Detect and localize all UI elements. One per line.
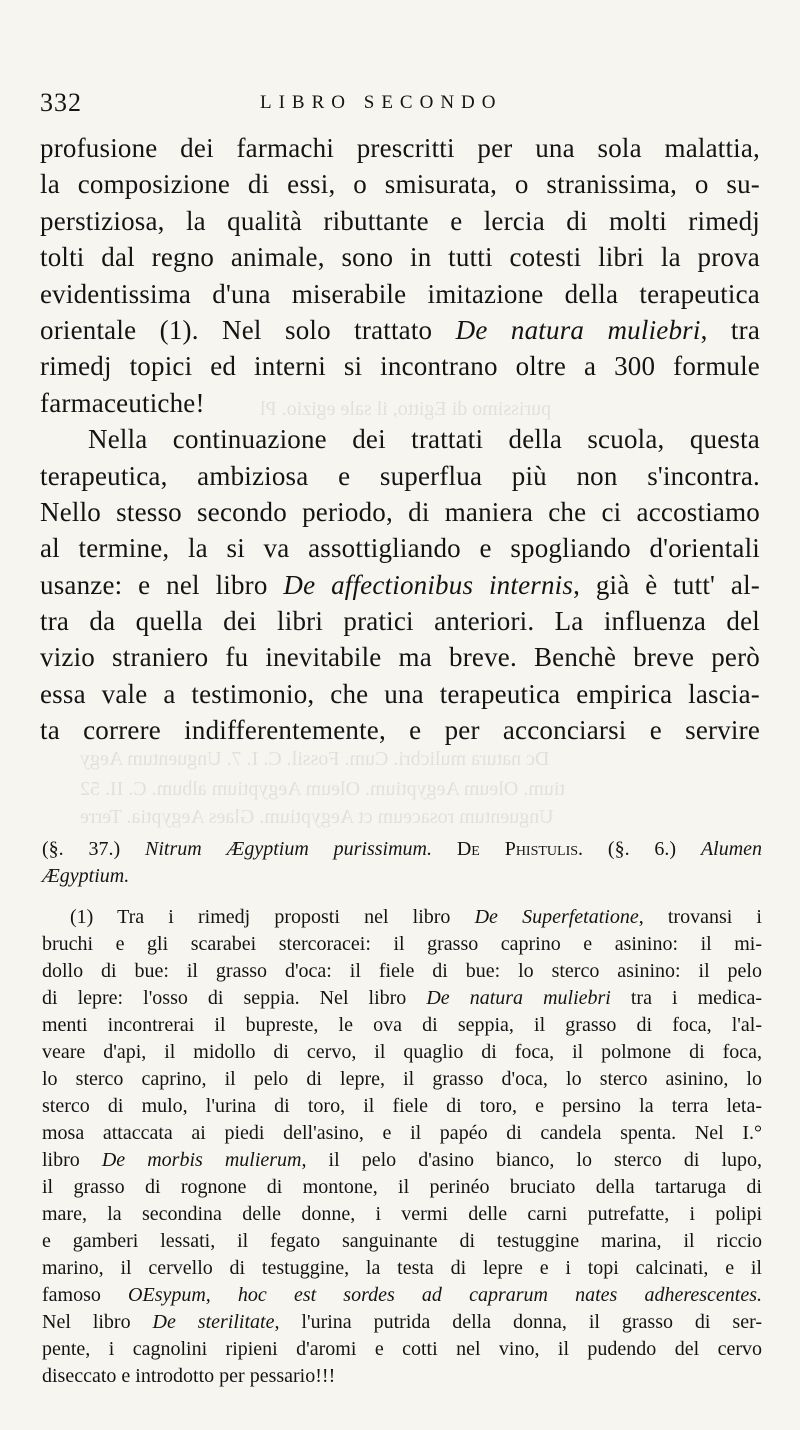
footnote-line: marino, il cervello di testuggine, la testa di lepre e i topi calcinati, e il	[42, 1257, 762, 1279]
text-line: al termine, la si va assottigliando e spogliando d'orientali	[40, 533, 760, 564]
footnote-line	[42, 863, 762, 890]
text-segment: , l'urina putrida della donna, il grasso di ser-	[274, 1311, 762, 1333]
text-line: Nella continuazione dei trattati della scuola, questa	[88, 424, 760, 455]
italic-text: OEsypum, hoc est sordes ad caprarum nates adherescentes.	[128, 1284, 762, 1306]
footnote-line: lo sterco caprino, il pelo di lepre, il grasso d'oca, lo sterco asinino, lo	[42, 1068, 762, 1090]
text-segment: tra i medica-	[630, 987, 762, 1009]
footnote-line	[42, 904, 762, 931]
text-line: essa vale a testimonio, che una terapeutica empirica lascia-	[40, 678, 760, 709]
footnote-line: bruchi e gli scarabei stercoracei: il grasso caprino e asinino: il mi-	[42, 933, 762, 955]
page-number: 332	[40, 88, 82, 117]
footnote-line	[42, 1282, 762, 1309]
footnote-ref: (§. 37.)	[42, 838, 121, 860]
text-line: perstiziosa, la qualità ributtante e lercia di molti rimedj	[40, 205, 760, 236]
text-line: la composizione di essi, o smisurata, o stranissima, o su-	[40, 169, 760, 200]
footnote-ref: (§. 6.)	[607, 838, 677, 860]
text-line: tolti dal regno animale, sono in tutti cotesti libri la prova	[40, 242, 760, 273]
footnote-line: il grasso di rognone di montone, il perinéo bruciato della tartaruga di	[42, 1176, 762, 1198]
footnote-line: diseccato e introdotto per pessario!!!	[42, 1365, 336, 1387]
main-text	[40, 130, 760, 749]
footnote-line: sterco di mulo, l'urina di toro, il fiele di toro, e persino la terra leta-	[42, 1095, 762, 1117]
italic-title: De morbis mulierum	[101, 1149, 302, 1171]
text-line: vizio straniero fu inevitabile ma breve. Benchè breve però	[40, 642, 760, 673]
footnote-line: pente, i cagnolini ripieni d'aromi e cotti nel vino, il pudendo del cervo	[42, 1338, 762, 1360]
text-line	[40, 312, 760, 348]
text-segment: Nel libro	[42, 1311, 131, 1333]
footnote-line: e gamberi lessati, il fegato sanguinante di testuggine marina, il riccio	[42, 1230, 762, 1252]
footnote-line: menti incontrerai il bupreste, le ova di seppia, il grasso di foca, l'al-	[42, 1014, 762, 1036]
footnote-line: veare d'api, il midollo di cervo, il quaglio di foca, il polmone di foca,	[42, 1041, 762, 1063]
bleed-through-text: purissimo di Egitto, il sale egizio. Pl	[260, 398, 552, 420]
text-line: evidentissima d'una miserabile imitazione della terapeutica	[40, 278, 760, 309]
text-segment: , tra	[700, 314, 760, 345]
footnote-line: dollo di bue: il grasso d'oca: il fiele di bue: lo sterco asinino: il pelo	[42, 960, 762, 982]
bleed-through-text: tium. Oleum Aegyptium. Oleum Aegyptium album. C. II. 52	[80, 778, 565, 800]
text-segment: , già è tutt' al-	[573, 569, 760, 600]
footnote-line: mare, la secondina delle donne, i vermi delle carni putrefatte, i polipi	[42, 1203, 762, 1225]
footnote-line	[42, 1147, 762, 1174]
footnote-line	[42, 985, 762, 1012]
footnote-line	[42, 1309, 762, 1336]
text-segment: famoso	[42, 1284, 101, 1306]
running-head: LIBRO SECONDO	[260, 92, 503, 113]
text-segment: usanze: e nel libro	[40, 569, 268, 600]
footnotes	[42, 836, 762, 1390]
text-line: rimedj topici ed interni si incontrano oltre a 300 formule	[40, 351, 760, 382]
author-ref: De Phistulis.	[456, 838, 584, 860]
text-segment: , trovansi i	[638, 906, 762, 928]
italic-title: De affectionibus internis	[283, 569, 574, 600]
text-line: Nello stesso secondo periodo, di maniera che ci accostiamo	[40, 496, 760, 527]
text-line: ta correre indifferentemente, e per acconciarsi e servire	[40, 715, 760, 746]
italic-text: Nitrum Ægyptium purissimum.	[145, 838, 432, 860]
bleed-through-text: Unguentum rosaceum ct Aegyptium. Glaes Aegyptia. Terre	[80, 806, 554, 828]
text-segment: libro	[42, 1149, 80, 1171]
text-segment: (1) Tra i rimedj proposti nel libro	[70, 906, 451, 928]
text-segment: orientale (1). Nel solo trattato	[40, 314, 433, 345]
bleed-through-text: Dc natura mulicbri. Cum. Fossil. C. I. 7. Unguentum Aegy	[80, 748, 550, 770]
italic-text: Ægyptium.	[42, 865, 130, 887]
footnote-line: mosa attaccata ai piedi dell'asino, e il papéo di candela spenta. Nel I.°	[42, 1122, 762, 1144]
text-line: profusione dei farmachi prescritti per una sola malattia,	[40, 133, 760, 163]
text-line	[40, 567, 760, 603]
italic-title: De natura muliebri	[455, 314, 701, 345]
text-line: terapeutica, ambiziosa e superflua più non s'incontra.	[40, 460, 760, 491]
page-header	[40, 88, 760, 124]
text-line: tra da quella dei libri pratici anteriori. La influenza del	[40, 606, 760, 637]
italic-title: De Superfetatione	[474, 906, 639, 928]
text-segment: , il pelo d'asino bianco, lo sterco di lupo,	[301, 1149, 763, 1171]
italic-title: De sterilitate	[152, 1311, 275, 1333]
italic-title: De natura muliebri	[426, 987, 611, 1009]
italic-text: Alumen	[700, 838, 763, 860]
text-segment: di lepre: l'osso di seppia. Nel libro	[42, 987, 407, 1009]
text-line: farmaceutiche!	[40, 387, 205, 418]
footnote-line	[42, 836, 762, 863]
